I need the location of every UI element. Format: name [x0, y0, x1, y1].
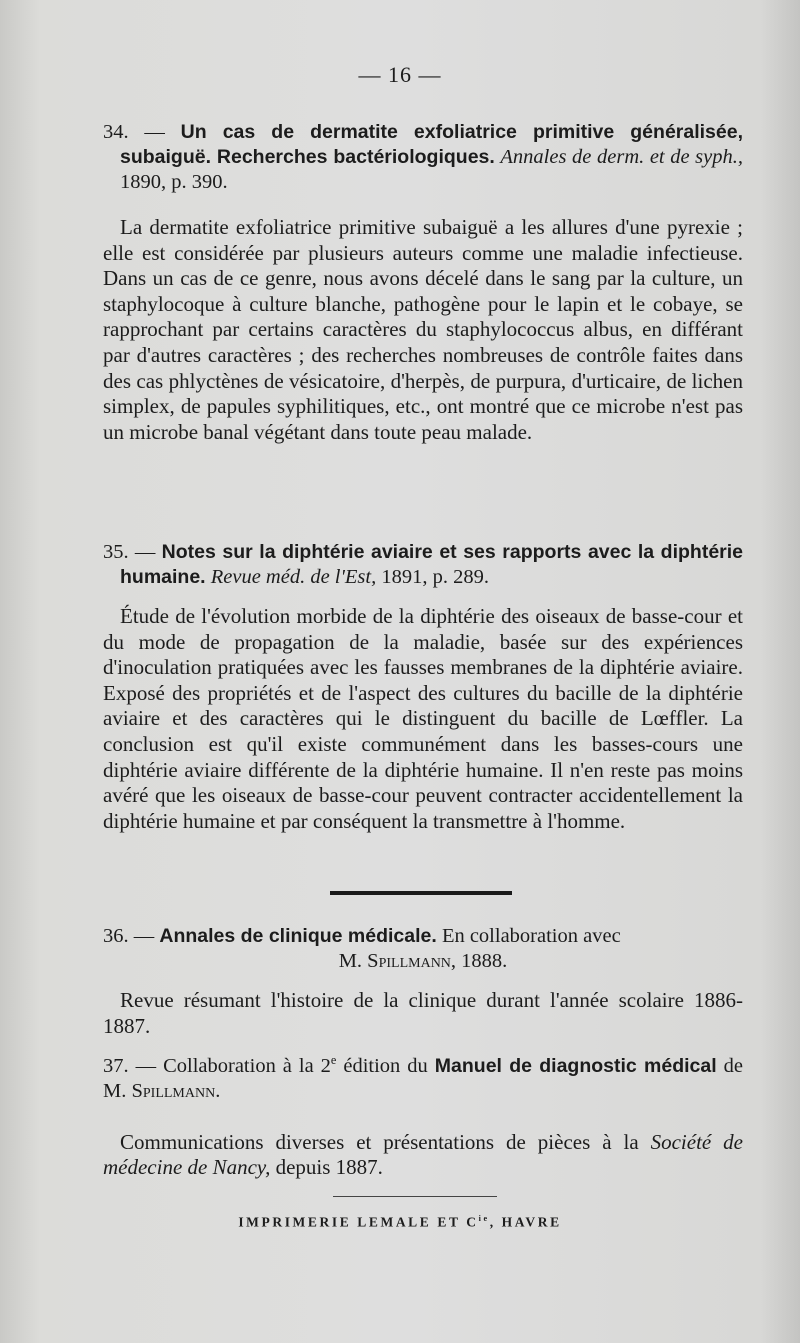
entry-34-body: La dermatite exfoliatrice primitive subaiguë a les allures d'une pyrexie ; elle est considérée par plusieurs auteurs comme une maladie infectieuse. Dans un cas de ce genre, nous avons décelé dans le sang par la culture, un staphylocoque à culture blanche, pathogène pour le lapin et le cobaye, se rapprochant par certains caractères du staphylococcus albus, en différant par d'autres caractères ; des recherches nombreuses de contrôle faites dans des cas phlyctènes de vésicatoire, d'herpès, de purpura, d'urticaire, de lichen simplex, de papules syphilitiques, etc., ont montré que ce microbe n'est pas un microbe banal végétant dans toute peau malade.: [103, 215, 743, 444]
entry-34-number: 34. —: [103, 121, 165, 143]
imprint-text: IMPRIMERIE LEMALE ET C: [238, 1214, 479, 1230]
imprint-sup: ie: [478, 1214, 490, 1223]
entry-34-heading: [103, 120, 743, 195]
entry-34-ref: 1890, p. 390.: [120, 171, 228, 193]
entry-37-body-start: Communications diverses et présentations de pièces à la: [120, 1129, 639, 1154]
entry-35-source: Revue méd. de l'Est,: [210, 566, 377, 588]
entry-36-collab-name: M. Spillmann,: [338, 950, 457, 972]
entry-37-body-ital: Société de médecine de Nancy,: [103, 1129, 744, 1180]
entry-35-ref: 1891, p. 289.: [381, 566, 489, 588]
entry-37: [103, 1048, 743, 1181]
entry-37-prefix-sup: e: [330, 1053, 337, 1067]
entry-36-collab-line: [103, 949, 743, 974]
imprint-rule: [333, 1196, 497, 1197]
entry-37-body-end: depuis 1887.: [275, 1155, 383, 1180]
entry-37-prefix-after: édition du: [343, 1054, 428, 1077]
entry-36-body: Revue résumant l'histoire de la clinique durant l'année scolaire 1886-1887.: [103, 988, 743, 1038]
entry-34: [103, 120, 743, 445]
imprint-end: , HAVRE: [489, 1214, 562, 1230]
entry-35-heading: [103, 540, 743, 590]
entry-36: [103, 924, 743, 1039]
entry-37-heading: [103, 1048, 743, 1104]
page-number: — 16 —: [358, 62, 442, 87]
entry-34-source: Annales de derm. et de syph.,: [500, 146, 743, 168]
entry-37-by-name: Spillmann.: [131, 1079, 221, 1102]
entry-37-title: Manuel de diagnostic médical: [434, 1054, 717, 1077]
entry-35: [103, 540, 743, 834]
entry-36-number: 36. —: [103, 925, 155, 947]
entry-37-by: de M.: [103, 1054, 744, 1102]
entry-36-collab: En collaboration avec: [441, 925, 621, 947]
entry-36-heading: [103, 924, 743, 949]
entry-35-title: Notes sur la diphtérie aviaire et ses rapports avec la diphtérie humaine.: [120, 541, 744, 588]
imprint: [0, 1214, 800, 1231]
entry-37-number: 37. —: [103, 1054, 157, 1077]
entry-36-ref: 1888.: [461, 950, 508, 972]
section-divider: [330, 891, 512, 895]
entry-34-title: Un cas de dermatite exfoliatrice primitive généralisée, subaiguë. Recherches bactériologiques.: [120, 121, 744, 168]
entry-37-prefix: Collaboration à la 2: [163, 1054, 331, 1077]
entry-36-title: Annales de clinique médicale.: [159, 925, 437, 947]
entry-35-body: Étude de l'évolution morbide de la diphtérie des oiseaux de basse-cour et du mode de propagation de la maladie, basée sur des expériences d'inoculation pratiquées avec les fausses membranes de la diphtérie aviaire. Exposé des propriétés et de l'aspect des cultures du bacille de la diphtérie aviaire et des caractères qui le distinguent du bacille de Lœffler. La conclusion est qu'il existe communément dans les basses-cours une diphtérie aviaire différente de la diphtérie humaine. Il n'en reste pas moins avéré que les oiseaux de basse-cour peuvent contracter accidentellement la diphtérie humaine et par conséquent la transmettre à l'homme.: [103, 604, 743, 833]
entry-35-number: 35. —: [103, 541, 156, 563]
entry-37-body: [103, 1130, 743, 1181]
